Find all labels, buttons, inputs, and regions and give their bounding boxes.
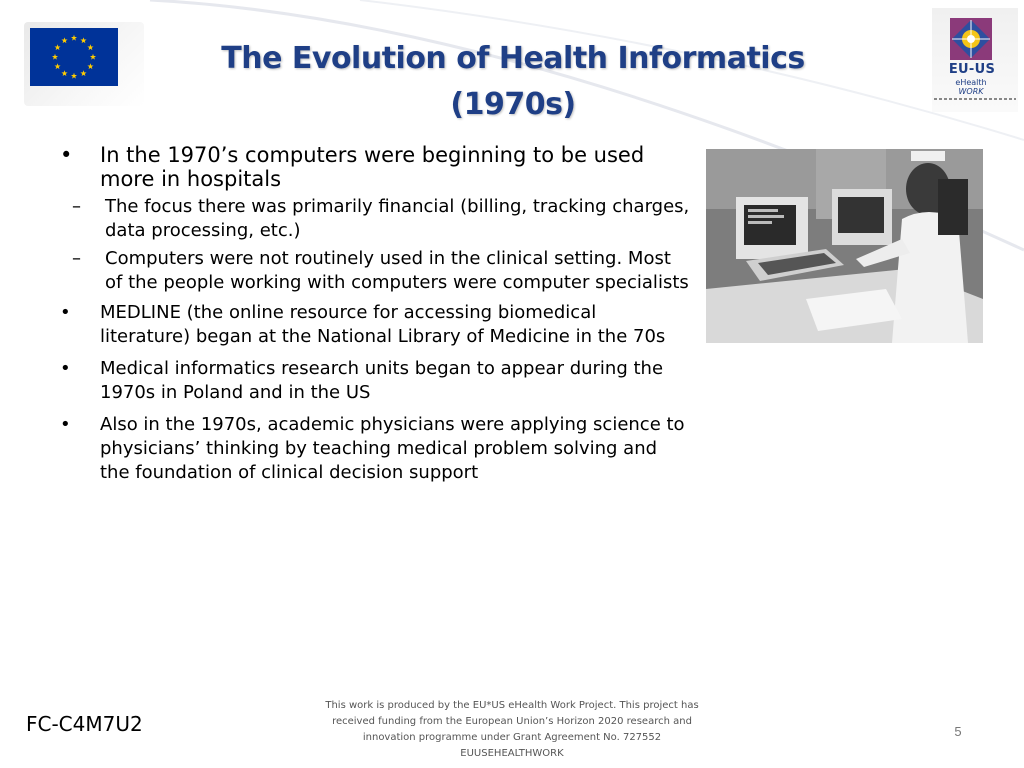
bullet-text: Medical informatics research units began to appear during the 1970s in Poland and in the US xyxy=(100,358,664,403)
logo-main-text: EU-US xyxy=(948,62,996,77)
eu-flag-icon xyxy=(30,28,118,86)
sub-bullet-item xyxy=(20,195,690,243)
funding-line-4: EUUSEHEALTHWORK xyxy=(460,748,564,759)
sub-bullet-symbol: – xyxy=(72,248,81,269)
funding-line-2: received funding from the European Union’s Horizon 2020 research and xyxy=(332,716,692,727)
bullet-item xyxy=(60,357,690,405)
eu-flag-frame xyxy=(24,22,144,106)
logo-sub-1: eHealth xyxy=(955,78,987,87)
title-line-2: (1970s) xyxy=(450,87,576,122)
logo-tagline-decoration xyxy=(934,98,1016,100)
funding-line-1: This work is produced by the EU*US eHealth Work Project. This project has xyxy=(325,700,699,711)
bullet-symbol: • xyxy=(60,302,71,323)
footer-code: FC-C4M7U2 xyxy=(26,712,143,736)
funding-line-3: innovation programme under Grant Agreement No. 727552 xyxy=(362,732,662,743)
sub-bullet-symbol: – xyxy=(72,196,81,217)
sub-bullet-text: Computers were not routinely used in the clinical setting. Most of the people working with computers were computer specialists xyxy=(105,248,689,293)
bullet-symbol: • xyxy=(60,143,73,167)
slide-content xyxy=(60,140,690,485)
eu-us-ehealth-logo xyxy=(932,8,1018,112)
slide-title xyxy=(180,36,846,128)
title-line-1: The Evolution of Health Informatics xyxy=(221,41,805,76)
bullet-text: In the 1970’s computers were beginning to be used more in hospitals xyxy=(100,143,645,191)
bullet-text: MEDLINE (the online resource for accessing biomedical literature) began at the National Library of Medicine in the 70s xyxy=(100,302,666,347)
bullet-symbol: • xyxy=(60,414,71,435)
bullet-text: Also in the 1970s, academic physicians were applying science to physicians’ thinking by teaching medical problem solving and the foundation of clinical decision support xyxy=(100,414,685,483)
logo-sub-2: WORK xyxy=(958,87,984,96)
historical-photo xyxy=(706,149,983,343)
emblem-icon xyxy=(948,16,994,62)
bullet-item xyxy=(60,301,690,349)
bullet-item xyxy=(60,413,690,485)
sub-bullet-text: The focus there was primarily financial (billing, tracking charges, data processing, etc.) xyxy=(105,196,690,241)
sub-bullet-item xyxy=(20,247,690,295)
page-number: 5 xyxy=(954,724,962,739)
funding-notice xyxy=(300,698,724,762)
logo-sub-text xyxy=(938,78,1004,96)
bullet-item xyxy=(60,143,690,191)
bullet-symbol: • xyxy=(60,358,71,379)
